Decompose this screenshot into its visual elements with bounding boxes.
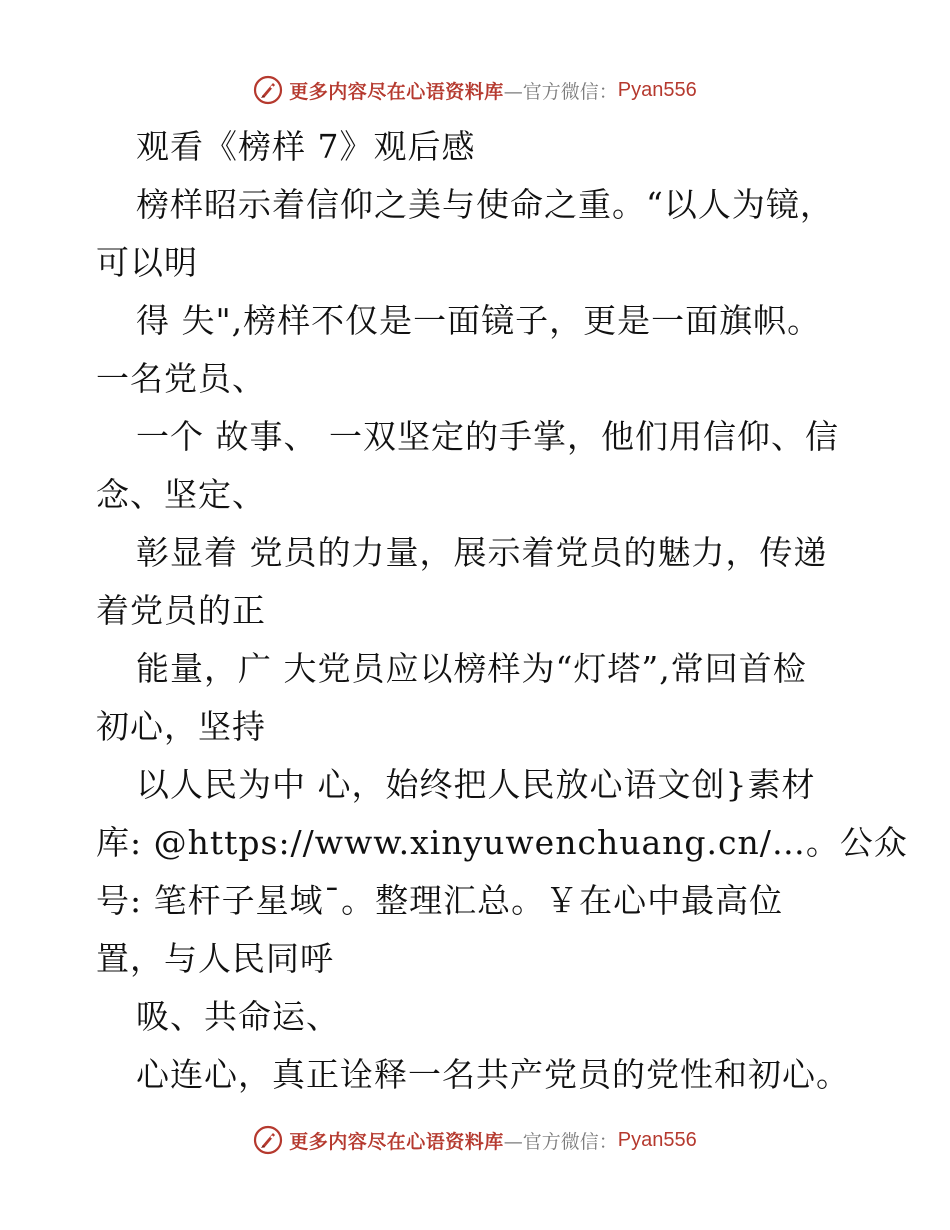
footer-separator-text: —官方微信： [503,1130,618,1153]
header-banner [0,70,950,110]
paragraph-line: 初心，坚持 [96,707,266,746]
paragraph-line: 可以明 [96,243,198,282]
paragraph-line: 号: 笔杆子星域¯。整理汇总。￥在心中最高位 [96,881,784,920]
footer-brand-text: 更多内容尽在心语资料库 [289,1130,504,1153]
document-title: 观看《榜样 7》观后感 [136,127,476,166]
header-brand-text: 更多内容尽在心语资料库 [289,80,504,103]
paragraph-line: 心连心，真正诠释一名共产党员的党性和初心。 [136,1055,850,1094]
paragraph-line: 彰显着 党员的力量，展示着党员的魅力，传递 [136,533,828,572]
footer-banner [0,1120,950,1160]
header-separator-text: —官方微信： [503,80,618,103]
paragraph-line: 念、坚定、 [96,475,266,514]
paragraph-line: 以人民为中 心，始终把人民放心语文创}素材 [136,765,816,804]
paragraph-line: 一个 故事、 一双坚定的手掌，他们用信仰、信 [136,417,839,456]
paragraph-line: 能量，广 大党员应以榜样为“灯塔”,常回首检 [136,649,807,688]
header-wechat-id: Pyan556 [617,78,697,101]
paragraph-line: 着党员的正 [96,591,266,630]
paragraph-line: 置，与人民同呼 [96,939,334,978]
paragraph-line: 榜样昭示着信仰之美与使命之重。“以人为镜， [136,185,834,224]
paragraph-line: 得 失",榜样不仅是一面镜子，更是一面旗帜。 [136,301,822,340]
paragraph-line: 吸、共命运、 [136,997,340,1036]
quill-pen-icon [253,1125,283,1155]
quill-pen-icon [253,75,283,105]
footer-wechat-id: Pyan556 [617,1128,697,1151]
paragraph-line: 库: @https://www.xinyuwenchuang.cn/…。公众 [96,823,908,862]
document-body [96,118,908,1104]
paragraph-line: 一名党员、 [96,359,266,398]
